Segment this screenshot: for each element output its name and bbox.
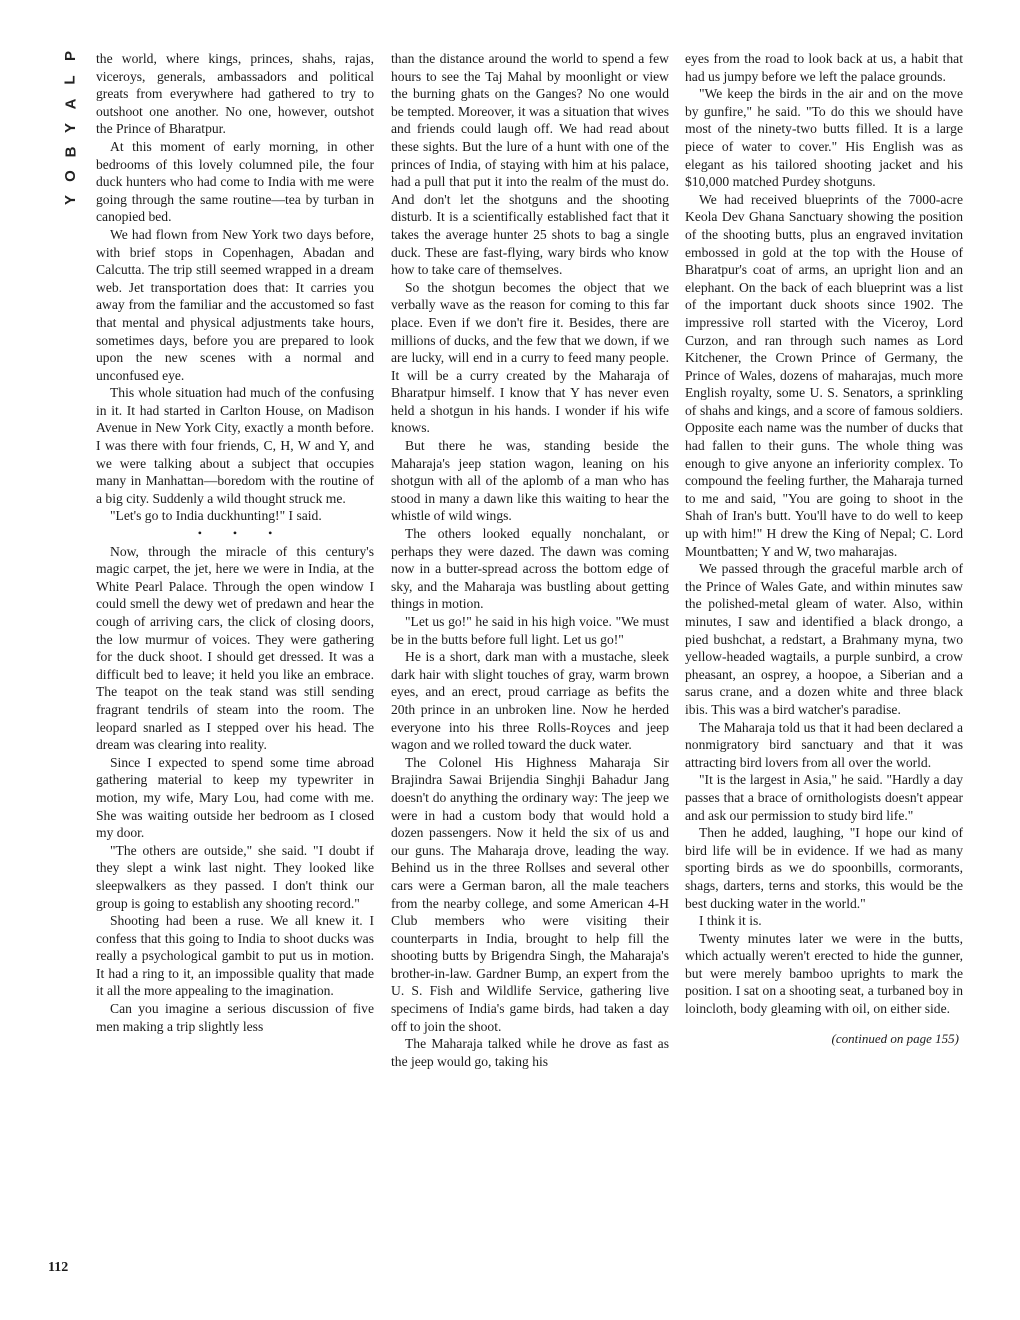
paragraph: Since I expected to spend some time abroad gathering material to keep my typewriter in motion, my wife, Mary Lou, had come with me. She was waiting outside her bedroom as I closed my door. [96,754,374,841]
continued-note: (continued on page 155) [831,1030,959,1046]
paragraph: He is a short, dark man with a mustache, sleek dark hair with slight touches of gray, warm brown eyes, and an erect, proud carriage as befits the 20th prince in an unbroken line. Now he herded everyone into his three Rolls-Royces and jeep wagon and we rolled toward the duck water. [391,649,669,753]
paragraph: "We keep the birds in the air and on the move by gunfire," he said. "To do this we should have most of the ninety-two butts filled. It is a large piece of water to cover." His English was as elegant as his tailored shooting jacket and his $10,000 matched Purdey shotguns. [685,86,963,190]
paragraph: "The others are outside," she said. "I doubt if they slept a wink last night. They looked like sleepwalkers as they passed. I don't think our group is going to establish any shooting record." [96,842,374,911]
paragraph: the world, where kings, princes, shahs, rajas, viceroys, generals, ambassadors and political greats from everywhere had gathered to try to outshoot one another. No one, however, outshot the Prince of Bharatpur. [96,51,374,137]
paragraph: The Colonel His Highness Maharaja Sir Brajindra Sawai Brijendia Singhji Bahadur Jang doesn't do anything the ordinary way: The jeep we were in had a custom body that would hold a dozen passengers. Now it held the six of us and our guns. The Maharaja drove, leading the way. Behind us in the three Rollses and several other cars were a German baron, all the male teachers from the nearby college, and some American 4-H Club members who were visiting their counterparts in India, brought to help fill the shooting butts by Brigendra Singh, the Maharaja's brother-in-law. Gardner Bump, an expert from the U. S. Fish and Wildlife Service, gathering live specimens of India's game birds, had taken a day off to join the shoot. [391,754,669,1034]
paragraph: "It is the largest in Asia," he said. "Hardly a day passes that a brace of ornithologists doesn't appear and ask our permission to study bird life." [685,772,963,823]
paragraph: We passed through the graceful marble arch of the Prince of Wales Gate, and within minutes saw the polished-metal gleam of water. Also, within minutes, I saw and identified a black drongo, a pied bushchat, a redstart, a Brahmany myna, two yellow-headed wagtails, a purple sunbird, a crow pheasant, an osprey, a hoopoe, a Siberian and a sarus crane, and a dozen white and three black ibis. This was a bird watcher's paradise. [685,561,963,717]
paragraph: The Maharaja talked while he drove as fast as the jeep would go, taking his [391,1036,669,1069]
logo-letter: B [62,146,79,158]
page-number: 112 [48,1260,69,1275]
paragraph: "Let's go to India duckhunting!" I said. [110,508,322,524]
text-column-1 [96,50,374,1280]
paragraph: So the shotgun becomes the object that we verbally wave as the reason for coming to this far place. Even if we don't fire it. Besides, there are millions of ducks, and the few that we down, if we are lucky, will end in a curry to feed many people. It will be a curry created by the Maharaja of Bharatpur himself. I know that Y has never even held a shotgun in his hands. I wonder if his wife knows. [391,279,669,436]
paragraph: Then he added, laughing, "I hope our kind of bird life will be in evidence. If we had as many sporting birds as we do spoonbills, cormorants, shags, darters, terns and storks, this would be the best ducking water in the world." [685,825,963,911]
paragraph: We had flown from New York two days before, with brief stops in Copenhagen, Abadan and Calcutta. The trip still seemed wrapped in a dream web. Jet transportation does that: It carries you away from the familiar and the accustomed so fast that mental and physical adjustments take hours, sometimes days, before you are prepared to look upon the new scenes with a normal and unconfused eye. [96,226,374,383]
logo-letter: O [61,170,79,182]
paragraph: At this moment of early morning, in other bedrooms of this lovely columned pile, the four duck hunters who had come to India with me were going through the same routine—tea by turban in canopied bed. [96,138,374,225]
paragraph: But there he was, standing beside the Maharaja's jeep station wagon, leaning on his shotgun with all of the aplomb of a man who has stood in many a dawn like this waiting to hear the whistle of wild wings. [391,438,669,524]
paragraph: Twenty minutes later we were in the butts, which actually weren't erected to hide the gunner, but were merely bamboo uprights to mark the position. I sat on a shooting seat, a turbaned boy in loincloth, body gleaming with oil, on either side. [685,930,963,1017]
magazine-logo-vertical [60,44,82,212]
paragraph: The others looked equally nonchalant, or perhaps they were dazed. The dawn was coming now in a butter-spread across the bottom edge of sky, and the Maharaja was bustling about getting things in motion. [391,526,669,612]
paragraph: eyes from the road to look back at us, a habit that had us jumpy before we left the palace grounds. [685,51,963,84]
paragraph: We had received blueprints of the 7000-acre Keola Dev Ghana Sanctuary showing the position of the shooting butts, plus an engraved invitation embossed in gold at the top with the House of Bharatpur's coat of arms, an upright lion and an elephant. On the back of each blueprint was a list of the important duck shoots since 1902. The impressive roll started with the Viceroy, Lord Curzon, and ran through such names as Lord Kitchener, the Crown Prince of Germany, the Prince of Wales, dozens of maharajas, much more English royalty, some U. S. Senators, a sprinkling of shahs and kings, and a score of famous soldiers. Opposite each name was the number of ducks that had fallen to their guns. The whole thing was enough to give anyone an inferiority complex. To compound the feeling further, the Maharaja turned to me and said, "You are going to shoot in the Shah of Iran's butt. You'll have to do well to keep up with him!" H drew the King of Nepal; C. Lord Mountbatten; Y and W, two maharajas. [685,191,963,559]
paragraph: Shooting had been a ruse. We all knew it. I confess that this going to India to shoot ducks was really a psychological gambit to put us in motion. It had a ring to it, an impossible quality that made it all the more appealing to the imagination. [96,913,374,999]
logo-letter: Y [61,122,79,134]
paragraph: The Maharaja told us that it had been declared a nonmigratory bird sanctuary and that it was attracting bird lovers from all over the world. [685,719,963,770]
paragraph: "Let us go!" he said in his high voice. "We must be in the butts before full light. Let us go!" [391,614,669,647]
paragraph: This whole situation had much of the confusing in it. It had started in Carlton House, on Madison Avenue in New York City, exactly a month before. I was there with four friends, C, H, W and Y, and we were talking about a subject that occupies many in Manhattan—boredom with the routine of a big city. Suddenly a wild thought struck me. [96,385,374,506]
logo-letter: P [61,50,79,62]
logo-letter: L [61,75,79,85]
logo-letter: Y [61,194,79,206]
paragraph: than the distance around the world to spend a few hours to see the Taj Mahal by moonlight or view the burning ghats on the Ganges? No one would be tempted. Moreover, it was a situation that wives and friends could laugh off. We had read about these sights. But the lure of a hunt with one of the princes of India, of staying with him at his palace, had a pull that put it into the realm of the must do. And don't let the shotguns and the shooting disturb. It is a scientifically established fact that it takes the average hunter 25 shots to bag a single duck. These are fast-flying, wary birds who know how to take care of themselves. [391,51,669,278]
paragraph: I think it is. [699,913,762,929]
paragraph: Can you imagine a serious discussion of five men making a trip slightly less [96,1001,374,1034]
section-break: • • • [197,526,287,541]
text-column-2 [391,50,669,1280]
text-column-3 [685,50,963,1280]
paragraph: Now, through the miracle of this century's magic carpet, the jet, here we were in India, at the White Pearl Palace. Through the open window I could smell the dewy wet of predawn and hear the cough of arriving cars, the click of closing doors, the low murmur of voices. They were gathering for the duck shoot. I should get dressed. It was a difficult bed to leave; it held you like an embrace. The teapot on the teak stand was still sending fragrant tendrils of steam into the room. The leopard snarled as I stepped over his head. The dream was clearing into reality. [96,543,374,753]
logo-letter: A [62,98,79,110]
